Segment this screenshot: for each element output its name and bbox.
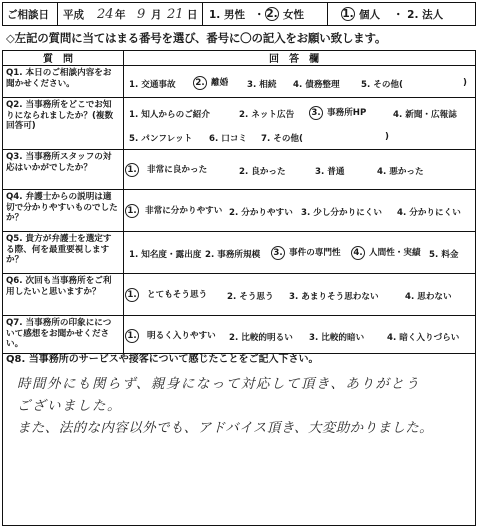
answer-option: 3. 相続 bbox=[247, 80, 277, 90]
question-text: Q6. 次回も当事務所をご利用したいと思いますか？ bbox=[6, 276, 112, 297]
answer-option-selected: 3. 事務所HP bbox=[309, 106, 366, 120]
question-row-q4 bbox=[3, 189, 475, 232]
answer-option: 1. 知名度・露出度 bbox=[129, 250, 202, 260]
month-unit: 月 bbox=[151, 8, 162, 21]
question-text: Q2. 当事務所をどこでお知りになられましたか？(複数回答可) bbox=[6, 100, 114, 132]
answer-option-selected: 1. 非常に良かった bbox=[125, 163, 207, 177]
answer-option: 4. 新聞・広報誌 bbox=[393, 110, 457, 120]
answer-option-selected: 1. とてもそう思う bbox=[125, 288, 207, 302]
divider bbox=[327, 3, 328, 25]
question-row-q5 bbox=[3, 231, 475, 274]
selected-circle-mark: 3. bbox=[309, 106, 323, 120]
answer-option: 5. その他( bbox=[361, 80, 403, 90]
question-text: Q1. 本日のご相談内容をお聞かせください。 bbox=[6, 68, 112, 89]
day-value: 21 bbox=[167, 6, 184, 22]
answer-option: 5. 料金 bbox=[429, 250, 459, 260]
handwritten-comment-line: また、法的な内容以外でも、アドバイス頂き、大変助かりました。 bbox=[17, 420, 434, 436]
question-row-q2 bbox=[3, 97, 475, 150]
answer-option: 4. 思わない bbox=[405, 292, 452, 302]
answer-option: 6. 口コミ bbox=[209, 134, 248, 144]
header-row bbox=[2, 2, 476, 26]
answer-option-selected: 2. 離婚 bbox=[193, 76, 228, 90]
type-individual-option: 1. 個人 bbox=[342, 8, 380, 21]
question-text: Q7. 当事務所の印象にについて感想をお聞かせください。 bbox=[6, 318, 112, 350]
answer-option: 3. 普通 bbox=[315, 167, 345, 177]
month-value: 9 bbox=[137, 6, 146, 22]
answer-option: 5. パンフレット bbox=[129, 134, 193, 144]
selected-circle-mark: 2. bbox=[266, 8, 278, 20]
answer-option-selected: 4. 人間性・実績 bbox=[351, 246, 421, 260]
answer-option: 1. 知人からのご紹介 bbox=[129, 110, 210, 120]
question-text: Q5. 貴方が弁護士を選定する際、何を最重要視しますか？ bbox=[6, 234, 112, 266]
question-row-q8 bbox=[3, 353, 475, 526]
handwritten-comment-line: ございました。 bbox=[17, 398, 122, 414]
gender-male: 1. 男性 bbox=[209, 8, 245, 21]
answer-option: 3. 少し分かりにくい bbox=[301, 208, 382, 218]
answer-option: 2. 分かりやすい bbox=[229, 208, 293, 218]
answer-option: 2. ネット広告 bbox=[239, 110, 295, 120]
answer-option: 4. 債務整理 bbox=[293, 80, 340, 90]
question-row-q7 bbox=[3, 315, 475, 354]
question-row-q3 bbox=[3, 149, 475, 190]
answer-option-selected: 3. 事件の専門性 bbox=[271, 246, 341, 260]
answer-option: 3. 比較的暗い bbox=[309, 333, 365, 343]
answer-option-close: ) bbox=[385, 132, 389, 142]
selected-circle-mark: 1. bbox=[125, 329, 139, 343]
selected-circle-mark: 1. bbox=[125, 204, 139, 218]
type-corporate: ・ 2. 法人 bbox=[393, 8, 444, 21]
answer-header: 回答欄 bbox=[269, 54, 329, 65]
handwritten-comment-line: 時間外にも関らず、親身になって対応して頂き、ありがとう bbox=[17, 376, 421, 392]
year-value: 24 bbox=[97, 6, 114, 22]
answer-option: 7. その他( bbox=[261, 134, 303, 144]
consult-date-label: ご相談日 bbox=[7, 8, 49, 21]
answer-option: 1. 交通事故 bbox=[129, 80, 176, 90]
answer-option: 4. 悪かった bbox=[377, 167, 424, 177]
question-row-q6 bbox=[3, 273, 475, 316]
gender-sep: ・ bbox=[254, 8, 265, 21]
answer-option-close: ) bbox=[463, 78, 467, 88]
answer-option: 2. 事務所規模 bbox=[205, 250, 261, 260]
gender-female-option: 2. 女性 bbox=[266, 8, 304, 21]
answer-option: 4. 暗く入りづらい bbox=[387, 333, 460, 343]
year-unit: 年 bbox=[115, 8, 126, 21]
era: 平成 bbox=[63, 8, 84, 21]
answer-option: 4. 分かりにくい bbox=[397, 208, 461, 218]
divider bbox=[202, 3, 203, 25]
answer-option: 2. そう思う bbox=[227, 292, 274, 302]
question-header: 質問 bbox=[43, 54, 83, 65]
answer-option: 2. 比較的明るい bbox=[229, 333, 293, 343]
survey-table bbox=[2, 50, 476, 526]
selected-circle-mark: 1. bbox=[342, 8, 354, 20]
question-row-q1 bbox=[3, 65, 475, 98]
answer-option: 2. 良かった bbox=[239, 167, 286, 177]
answer-option-selected: 1. 明るく入りやすい bbox=[125, 329, 216, 343]
selected-circle-mark: 3. bbox=[271, 246, 285, 260]
question-text: Q8. 当事務所のサービスや接客について感じたことをご記入下さい。 bbox=[6, 354, 319, 365]
selected-circle-mark: 4. bbox=[351, 246, 365, 260]
answer-option-selected: 1. 非常に分かりやすい bbox=[125, 204, 222, 218]
selected-circle-mark: 2. bbox=[193, 76, 207, 90]
question-text: Q3. 当事務所スタッフの対応はいかがでしたか？ bbox=[6, 152, 112, 173]
question-text: Q4. 弁護士からの説明は適切で分かりやすいものでしたか？ bbox=[6, 192, 118, 224]
instruction-text: ◇左記の質問に当てはまる番号を選び、番号に〇の記入をお願い致します。 bbox=[6, 31, 387, 45]
answer-option: 3. あまりそう思わない bbox=[289, 292, 379, 302]
selected-circle-mark: 1. bbox=[125, 163, 139, 177]
selected-circle-mark: 1. bbox=[125, 288, 139, 302]
divider bbox=[57, 3, 58, 25]
day-unit: 日 bbox=[187, 8, 198, 21]
